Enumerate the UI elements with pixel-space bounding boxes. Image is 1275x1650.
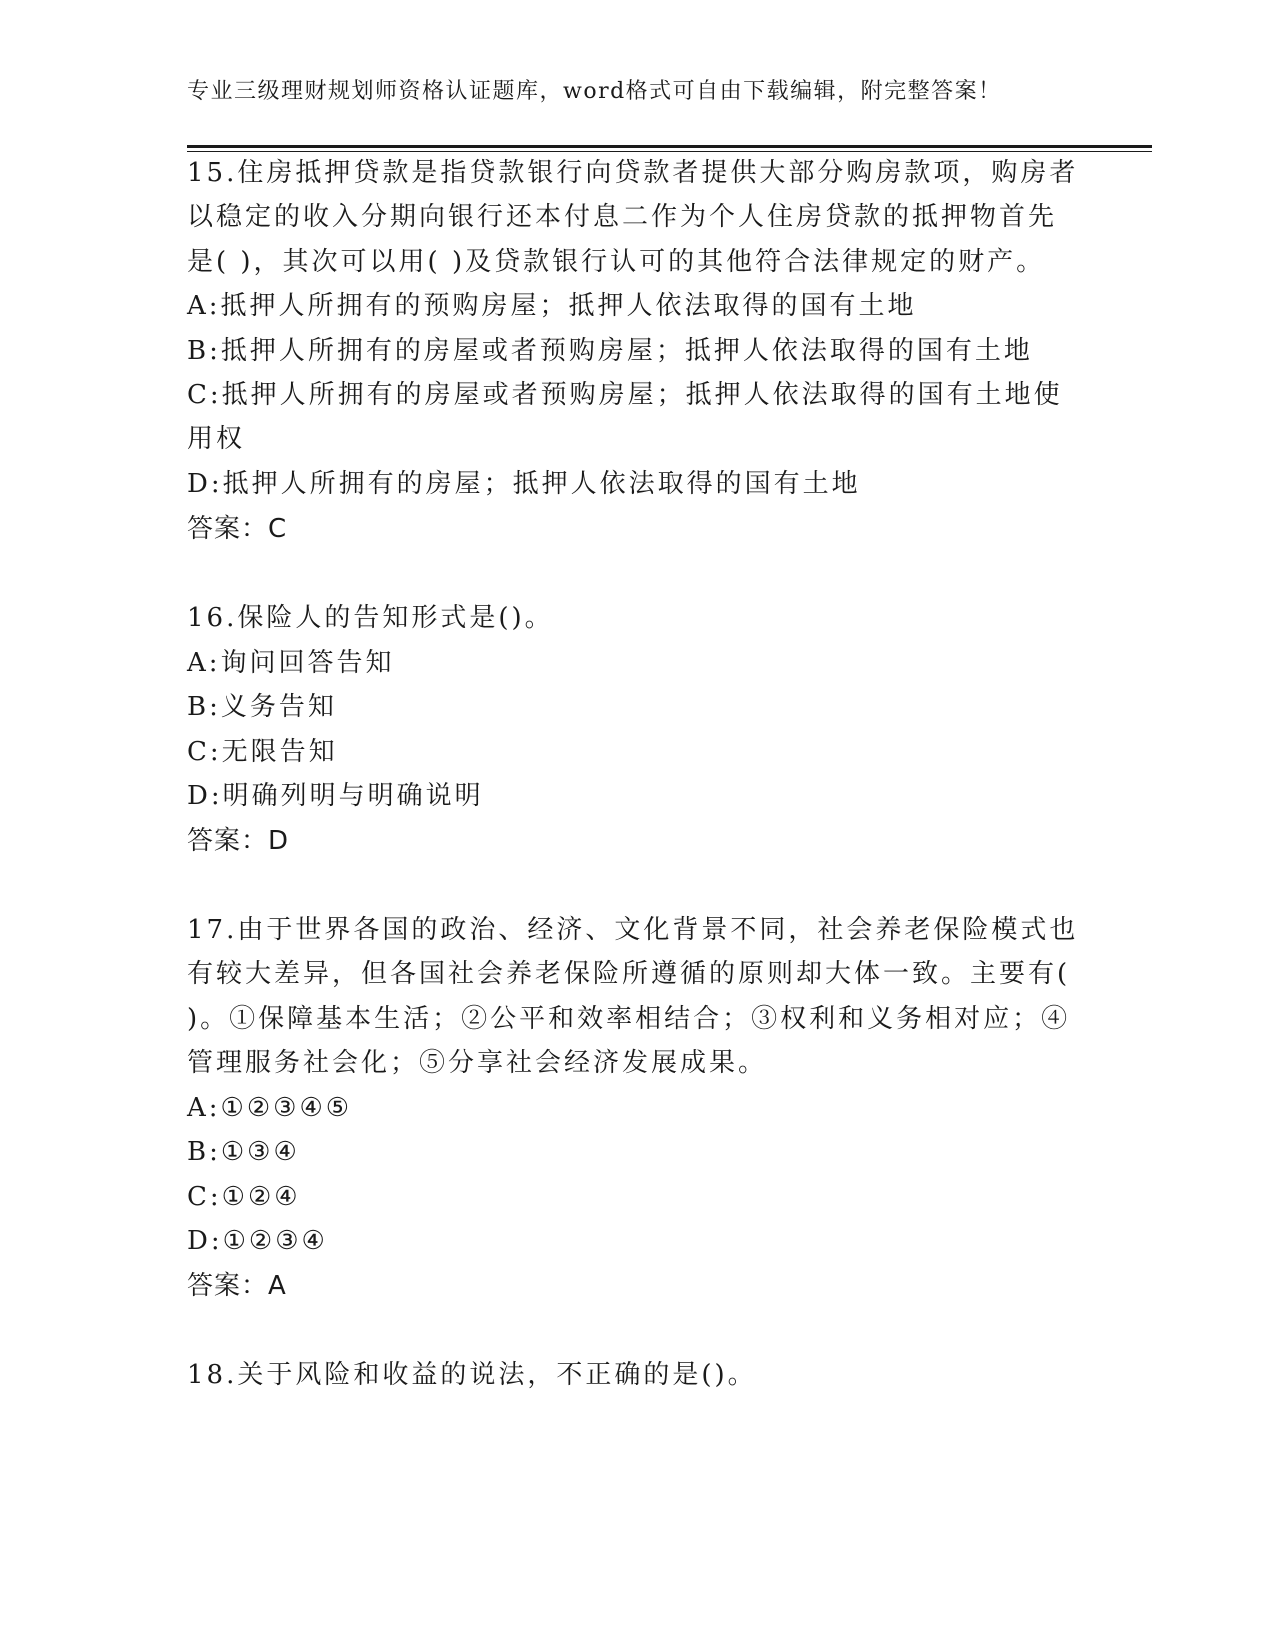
- question-15-stem-line-1: 15.住房抵押贷款是指贷款银行向贷款者提供大部分购房款项，购房者: [187, 158, 1079, 188]
- question-17-stem-line-2: 有较大差异，但各国社会养老保险所遵循的原则却大体一致。主要有(: [187, 959, 1071, 989]
- question-17-option-c: C:①②④: [187, 1182, 301, 1212]
- header-rule-thick: [187, 145, 1152, 148]
- question-18-stem-line-1: 18.关于风险和收益的说法，不正确的是()。: [187, 1360, 757, 1390]
- question-15-option-a: A:抵押人所拥有的预购房屋；抵押人依法取得的国有土地: [187, 291, 917, 321]
- question-15-option-b: B:抵押人所拥有的房屋或者预购房屋；抵押人依法取得的国有土地: [187, 336, 1033, 366]
- question-16-option-d: D:明确列明与明确说明: [187, 781, 484, 811]
- question-16-option-c: C:无限告知: [187, 737, 338, 767]
- question-15-stem-line-2: 以稳定的收入分期向银行还本付息二作为个人住房贷款的抵押物首先: [187, 202, 1058, 232]
- question-15-option-d: D:抵押人所拥有的房屋；抵押人依法取得的国有土地: [187, 469, 861, 499]
- question-17-option-a: A:①②③④⑤: [187, 1093, 353, 1123]
- header-rule-thin: [187, 151, 1152, 152]
- question-16-answer: 答案：D: [187, 826, 290, 856]
- question-17-option-d: D:①②③④: [187, 1226, 328, 1256]
- question-17-answer: 答案：A: [187, 1271, 287, 1301]
- question-15-stem-line-3: 是( )，其次可以用( )及贷款银行认可的其他符合法律规定的财产。: [187, 247, 1046, 277]
- question-16-option-a: A:询问回答告知: [187, 648, 395, 678]
- question-15-option-c-continued: 用权: [187, 424, 246, 454]
- question-17-option-b: B:①③④: [187, 1137, 300, 1167]
- question-15-option-c: C:抵押人所拥有的房屋或者预购房屋；抵押人依法取得的国有土地使: [187, 380, 1063, 410]
- question-17-stem-line-1: 17.由于世界各国的政治、经济、文化背景不同，社会养老保险模式也: [187, 915, 1079, 945]
- question-16-option-b: B:义务告知: [187, 692, 337, 722]
- question-16-stem-line-1: 16.保险人的告知形式是()。: [187, 603, 554, 633]
- question-15-answer: 答案：C: [187, 514, 288, 544]
- question-17-stem-line-4: 管理服务社会化；⑤分享社会经济发展成果。: [187, 1048, 768, 1078]
- page-header: 专业三级理财规划师资格认证题库，word格式可自由下载编辑，附完整答案！: [187, 79, 1002, 104]
- question-17-stem-line-3: )。①保障基本生活；②公平和效率相结合；③权利和义务相对应；④: [187, 1004, 1071, 1034]
